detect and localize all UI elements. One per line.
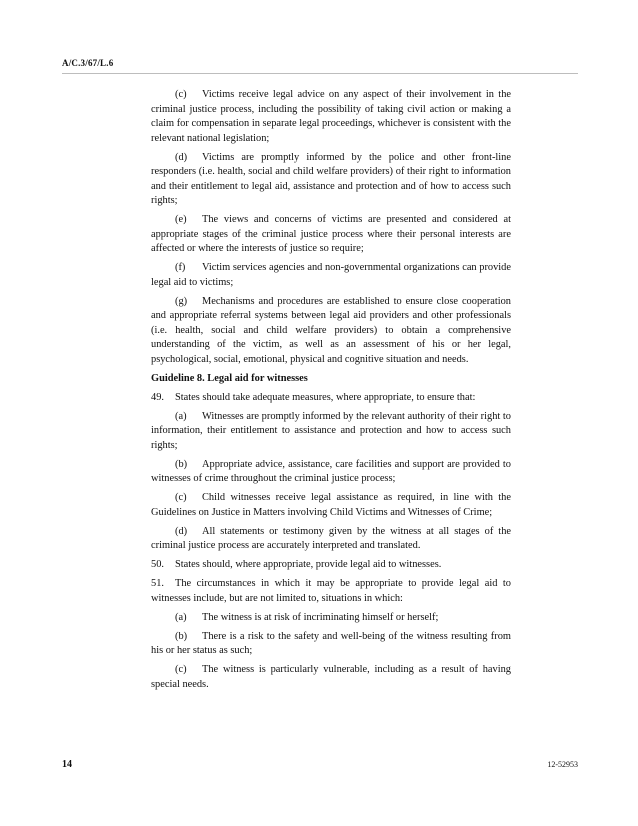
paragraph-51 [151,577,511,606]
item-label: (b) [175,630,188,642]
paragraph-number: 51. [151,578,164,589]
item-text: All statements or testimony given by the witness at all stages of the criminal justice process are accurately interpreted and translated. [151,525,511,551]
list-item [151,458,511,487]
guideline-heading: Guideline 8. Legal aid for witnesses [151,372,308,384]
paragraph-number: 49. [151,391,164,403]
item-label: (g) [175,295,188,307]
item-text: The witness is at risk of incriminating himself or herself; [202,611,439,623]
item-text: Victims are promptly informed by the police and other front-line responders (i.e. health, social and child welfare providers) of their right to information and their entitlement to legal aid, assistance and protection and of how to access such rights; [151,151,511,206]
header-rule [62,73,578,74]
document-number: 12-52953 [547,760,578,769]
item-label: (a) [175,611,187,623]
item-label: (c) [175,492,187,503]
list-item [151,88,511,146]
item-text: Victim services agencies and non-governmental organizations can provide legal aid to victims; [151,262,511,288]
list-item [151,491,511,520]
item-text: Witnesses are promptly informed by the relevant authority of their right to information, their entitlement to assistance and protection and how to access such rights; [151,410,511,451]
document-body [151,88,511,697]
list-item [151,151,511,209]
list-item [151,611,511,626]
paragraph-number: 50. [151,559,164,570]
list-item [151,213,511,257]
item-text: Mechanisms and procedures are established to ensure close cooperation and appropriate referral systems between legal aid providers and other professionals (i.e. health, social and child welfare providers) to obtain a comprehensive understanding of the victim, as well as an assessment of his or her legal, psychological, social, emotional, physical and cognitive situation and needs. [151,295,511,365]
list-item [151,410,511,454]
item-text: Child witnesses receive legal assistance as required, in line with the Guidelines on Justice in Matters involving Child Victims and Witnesses of Crime; [151,492,511,518]
item-label: (c) [175,89,187,100]
document-symbol: A/C.3/67/L.6 [62,58,114,68]
list-item [151,525,511,554]
item-label: (d) [175,525,188,537]
paragraph-text: States should, where appropriate, provide legal aid to witnesses. [175,559,442,570]
list-item [151,295,511,368]
item-text: Appropriate advice, assistance, care facilities and support are provided to witnesses of crime throughout the criminal justice process; [151,458,511,484]
list-item [151,663,511,692]
paragraph-text: The circumstances in which it may be appropriate to provide legal aid to witnesses include, but are not limited to, situations in which: [151,578,511,604]
item-label: (e) [175,214,187,225]
paragraph-text: States should take adequate measures, where appropriate, to ensure that: [175,391,476,403]
item-text: The views and concerns of victims are presented and considered at appropriate stages of the criminal justice process where their personal interests are affected or where the interests of justice so require; [151,214,511,254]
page-number: 14 [62,759,72,770]
paragraph-50 [151,558,511,573]
item-label: (f) [175,262,186,273]
paragraph-49 [151,391,511,406]
item-label: (d) [175,151,188,163]
item-text: The witness is particularly vulnerable, including as a result of having special needs. [151,664,511,690]
item-label: (c) [175,664,187,675]
list-item [151,261,511,290]
list-item [151,630,511,659]
item-label: (a) [175,410,187,422]
item-text: Victims receive legal advice on any aspect of their involvement in the criminal justice process, including the possibility of taking civil action or making a claim for compensation in separate legal proceedings, whichever is consistent with the relevant national legislation; [151,89,511,144]
item-text: There is a risk to the safety and well-being of the witness resulting from his or her status as such; [151,630,511,656]
item-label: (b) [175,458,188,470]
